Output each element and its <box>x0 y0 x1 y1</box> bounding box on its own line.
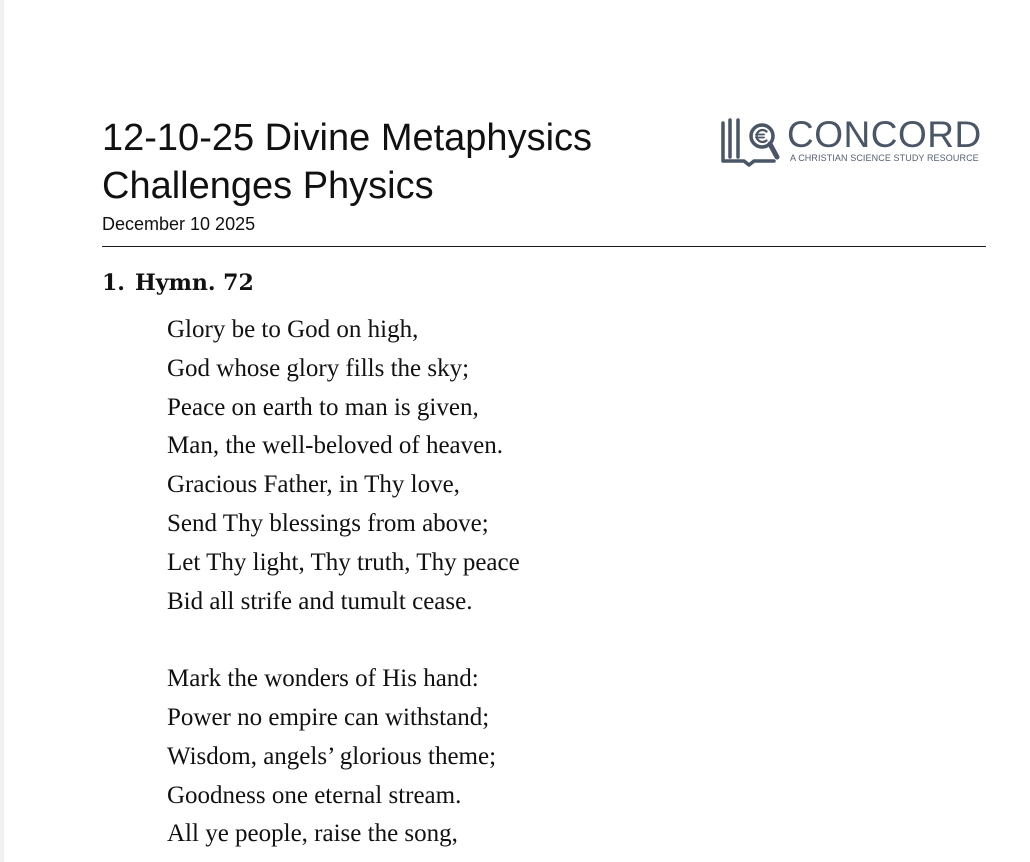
hymn-line: Let Thy light, Thy truth, Thy peace <box>167 548 520 576</box>
hymn-line: Bid all strife and tumult cease. <box>167 587 473 615</box>
header-divider <box>102 246 986 247</box>
hymn-line: Mark the wonders of His hand: <box>167 665 479 693</box>
hymn-line: Glory be to God on high, <box>167 316 419 343</box>
hymn-line: Gracious Father, in Thy love, <box>167 471 460 499</box>
logo-tagline: A CHRISTIAN SCIENCE STUDY RESOURCE <box>790 153 979 163</box>
hymn-line: God whose glory fills the sky; <box>167 354 470 382</box>
document-title-line-1: 12-10-25 Divine Metaphysics <box>102 117 593 159</box>
section-heading <box>102 270 254 296</box>
hymn-line: All ye people, raise the song, <box>167 820 458 848</box>
hymn-line: Send Thy blessings from above; <box>167 509 489 537</box>
concord-logo <box>720 114 986 169</box>
hymn-line: Man, the well-beloved of heaven. <box>167 432 503 460</box>
stanza-break <box>167 621 520 660</box>
section-title: Hymn. 72 <box>135 270 254 296</box>
open-book-magnifier-icon <box>720 117 780 169</box>
hymn-line: Wisdom, angels’ glorious theme; <box>167 742 497 770</box>
hymn-text <box>167 311 520 854</box>
document-date: December 10 2025 <box>102 214 256 234</box>
document-title-line-2: Challenges Physics <box>102 165 434 207</box>
hymn-line: Peace on earth to man is given, <box>167 393 479 421</box>
document-title <box>102 114 662 210</box>
hymn-line: Power no empire can withstand; <box>167 703 490 731</box>
logo-wordmark: CONCORD <box>787 114 982 155</box>
hymn-line: Goodness one eternal stream. <box>167 781 462 809</box>
section-number: 1. <box>102 270 125 296</box>
